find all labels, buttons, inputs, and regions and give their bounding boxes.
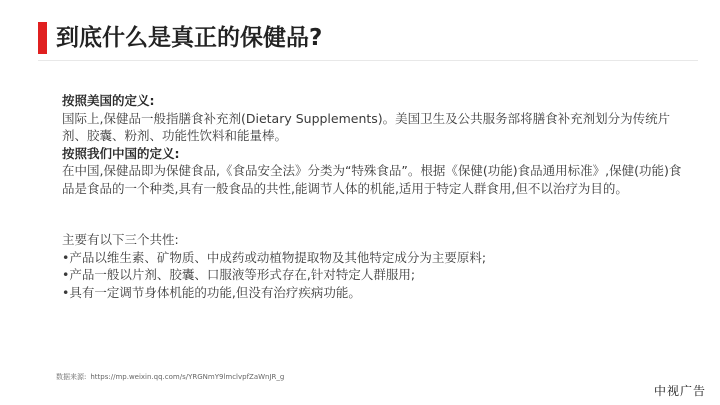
- cn-definition-text: 在中国,保健品即为保健食品,《食品安全法》分类为“特殊食品”。根据《保健(功能)食品通用标准》,保健(功能)食品是食品的一个种类,具有一般食品的共性,能调节人体的机能,适用于特定人群食用,但不以治疗为目的。: [62, 163, 682, 196]
- traits-intro: 主要有以下三个共性:: [62, 232, 179, 247]
- watermark-logo-text: 中视广告: [653, 384, 706, 398]
- slide-title: 到底什么是真正的保健品?: [56, 25, 323, 51]
- source-url: https://mp.weixin.qq.com/s/YRGNmY9lmclvpfZaWnJR_g: [90, 373, 285, 381]
- us-definition-heading: 按照美国的定义:: [62, 93, 155, 108]
- title-accent-bar: [38, 22, 47, 54]
- title-divider: [38, 60, 698, 61]
- source-label: 数据来源:: [56, 373, 87, 381]
- trait-item: •具有一定调节身体机能的功能,但没有治疗疾病功能。: [62, 284, 361, 300]
- cn-definition-heading: 按照我们中国的定义:: [62, 145, 180, 161]
- content-body: [62, 92, 682, 301]
- trait-item: •产品以维生素、矿物质、中成药或动植物提取物及其他特定成分为主要原料;: [62, 249, 487, 265]
- trait-item: •产品一般以片剂、胶囊、口服液等形式存在,针对特定人群服用;: [62, 267, 416, 282]
- spacer: [62, 197, 682, 231]
- us-definition-text: 国际上,保健品一般指膳食补充剂(Dietary Supplements)。美国卫生及公共服务部将膳食补充剂划分为传统片剂、胶囊、粉剂、功能性饮料和能量棒。: [62, 110, 671, 143]
- source-note: [56, 372, 284, 382]
